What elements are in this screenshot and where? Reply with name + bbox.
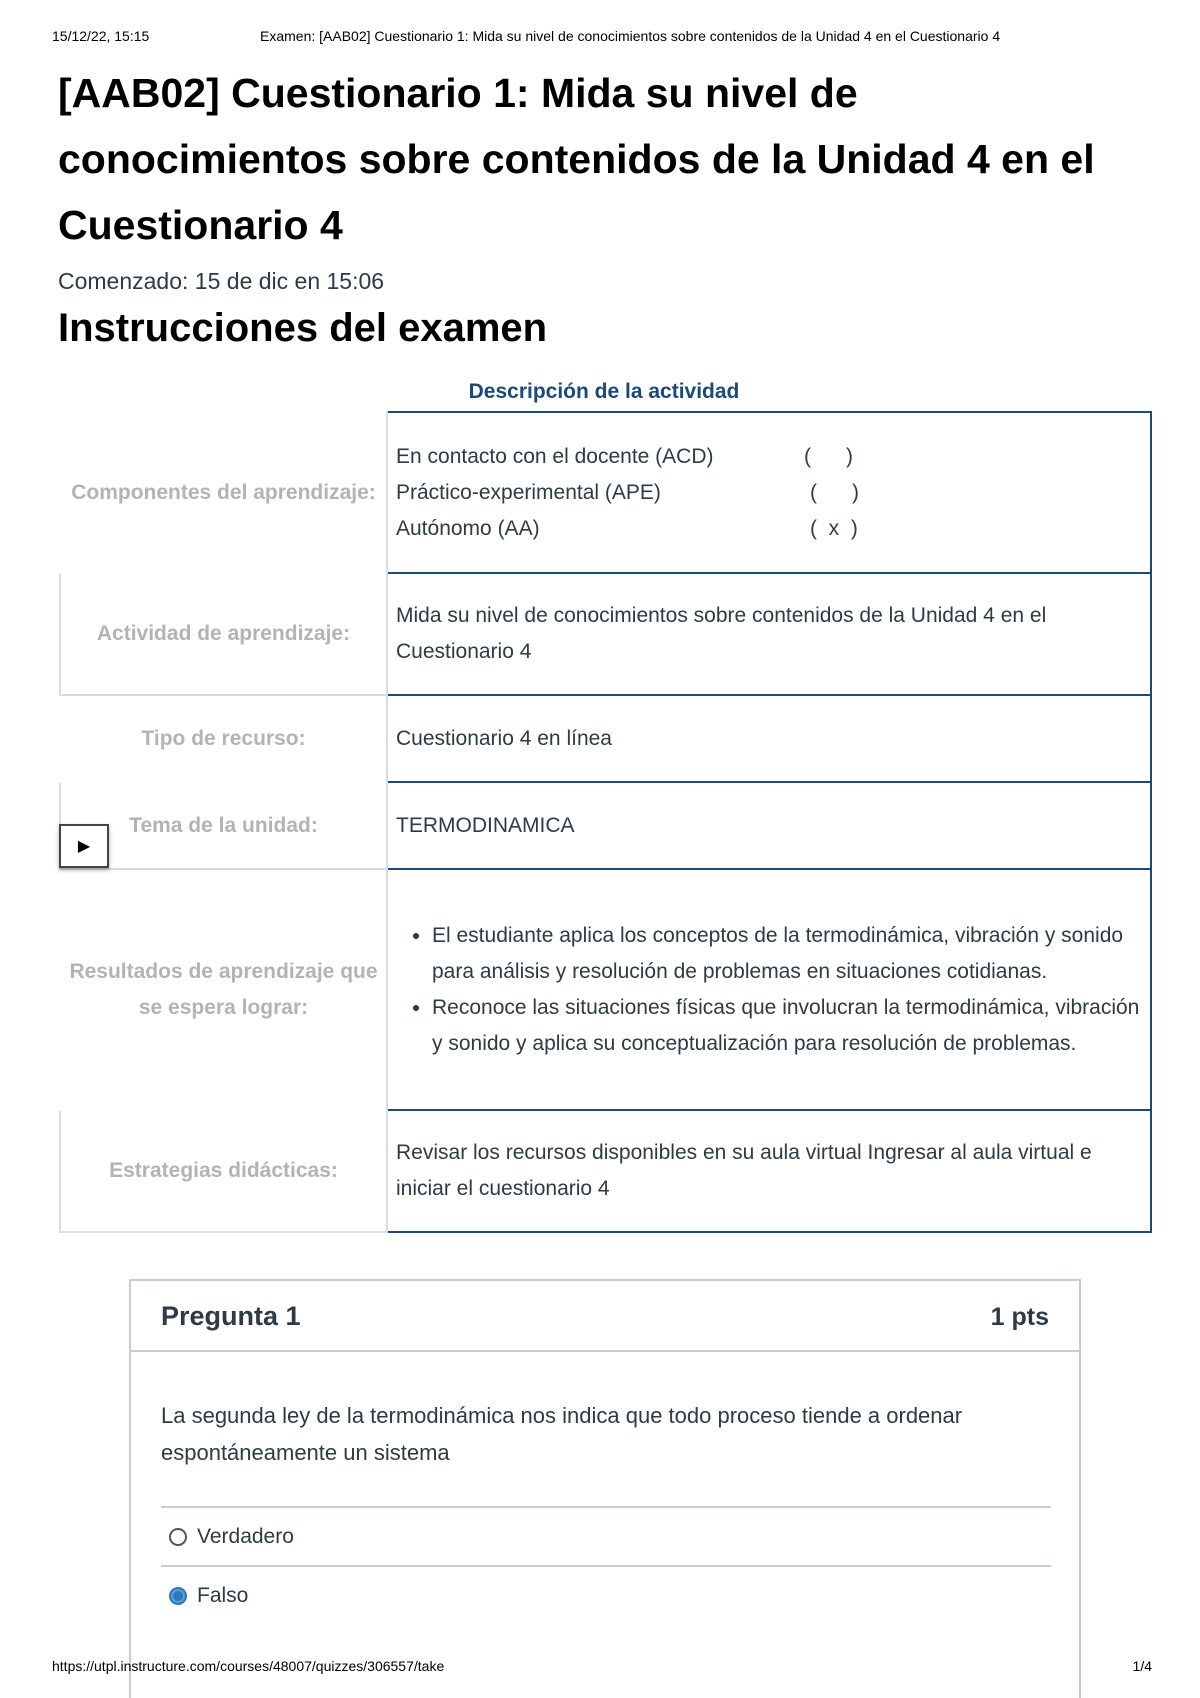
- answer-label: Verdadero: [197, 1524, 294, 1548]
- answer-list: [161, 1506, 1051, 1624]
- resource-value: Cuestionario 4 en línea: [387, 695, 1151, 782]
- print-timestamp: 15/12/22, 15:15: [52, 28, 150, 44]
- list-item: • Reconoce las situaciones físicas que involucran la termodinámica, vibración y sonido y aplica su conceptualización para resolución de problemas.: [432, 990, 1142, 1062]
- question-text: La segunda ley de la termodinámica nos indica que todo proceso tiende a ordenar espontáneamente un sistema: [161, 1403, 963, 1465]
- question-card: [129, 1279, 1081, 1698]
- radio-unchecked-icon[interactable]: [169, 1528, 187, 1546]
- component-line: Práctico-experimental (APE) ( ): [396, 480, 859, 504]
- instructions-heading: Instrucciones del examen: [58, 306, 548, 350]
- table-row: [60, 1110, 1151, 1232]
- print-url: https://utpl.instructure.com/courses/48007/quizzes/306557/take: [52, 1658, 445, 1674]
- topic-label: Tema de la unidad:: [60, 782, 387, 869]
- quiz-started-time: Comenzado: 15 de dic en 15:06: [58, 268, 385, 294]
- results-value: [387, 869, 1151, 1110]
- components-label: Componentes del aprendizaje:: [60, 412, 387, 573]
- resource-label: Tipo de recurso:: [60, 695, 387, 782]
- table-row: [60, 412, 1151, 573]
- answer-option-falso[interactable]: [161, 1565, 1051, 1624]
- answer-option-verdadero[interactable]: [161, 1506, 1051, 1565]
- print-page-title: Examen: [AAB02] Cuestionario 1: Mida su nivel de conocimientos sobre contenidos de la Unidad 4 en el Cuestionario 4: [260, 28, 1001, 44]
- question-number: Pregunta 1: [161, 1301, 301, 1331]
- quiz-title: [AAB02] Cuestionario 1: Mida su nivel de conocimientos sobre contenidos de la Unidad 4 en el Cuestionario 4: [58, 70, 1095, 248]
- results-list: [396, 918, 1142, 1062]
- question-points: 1 pts: [990, 1303, 1049, 1331]
- list-item: • El estudiante aplica los conceptos de la termodinámica, vibración y sonido para análisis y resolución de problemas en situaciones cotidianas.: [432, 918, 1142, 990]
- play-button[interactable]: [59, 824, 109, 868]
- table-row: [60, 782, 1151, 869]
- table-row: [60, 695, 1151, 782]
- table-row: [60, 573, 1151, 695]
- topic-value: TERMODINAMICA: [387, 782, 1151, 869]
- activity-description-table: [59, 411, 1152, 1233]
- answer-label: Falso: [197, 1583, 249, 1607]
- components-value: [387, 412, 1151, 573]
- question-header: [131, 1281, 1079, 1352]
- activity-label: Actividad de aprendizaje:: [60, 573, 387, 695]
- results-label: Resultados de aprendizaje que se espera lograr:: [60, 869, 387, 1110]
- activity-value: Mida su nivel de conocimientos sobre contenidos de la Unidad 4 en el Cuestionario 4: [387, 573, 1151, 695]
- component-line: En contacto con el docente (ACD) ( ): [396, 444, 853, 468]
- strategies-value: Revisar los recursos disponibles en su aula virtual Ingresar al aula virtual e iniciar el cuestionario 4: [387, 1110, 1151, 1232]
- table-row: [60, 869, 1151, 1110]
- activity-table-caption: Descripción de la actividad: [468, 380, 740, 403]
- strategies-label: Estrategias didácticas:: [60, 1110, 387, 1232]
- print-page-number: 1/4: [1132, 1658, 1152, 1674]
- radio-checked-icon[interactable]: [169, 1587, 187, 1605]
- play-icon: ▶: [77, 838, 91, 855]
- component-line: Autónomo (AA) ( x ): [396, 516, 858, 540]
